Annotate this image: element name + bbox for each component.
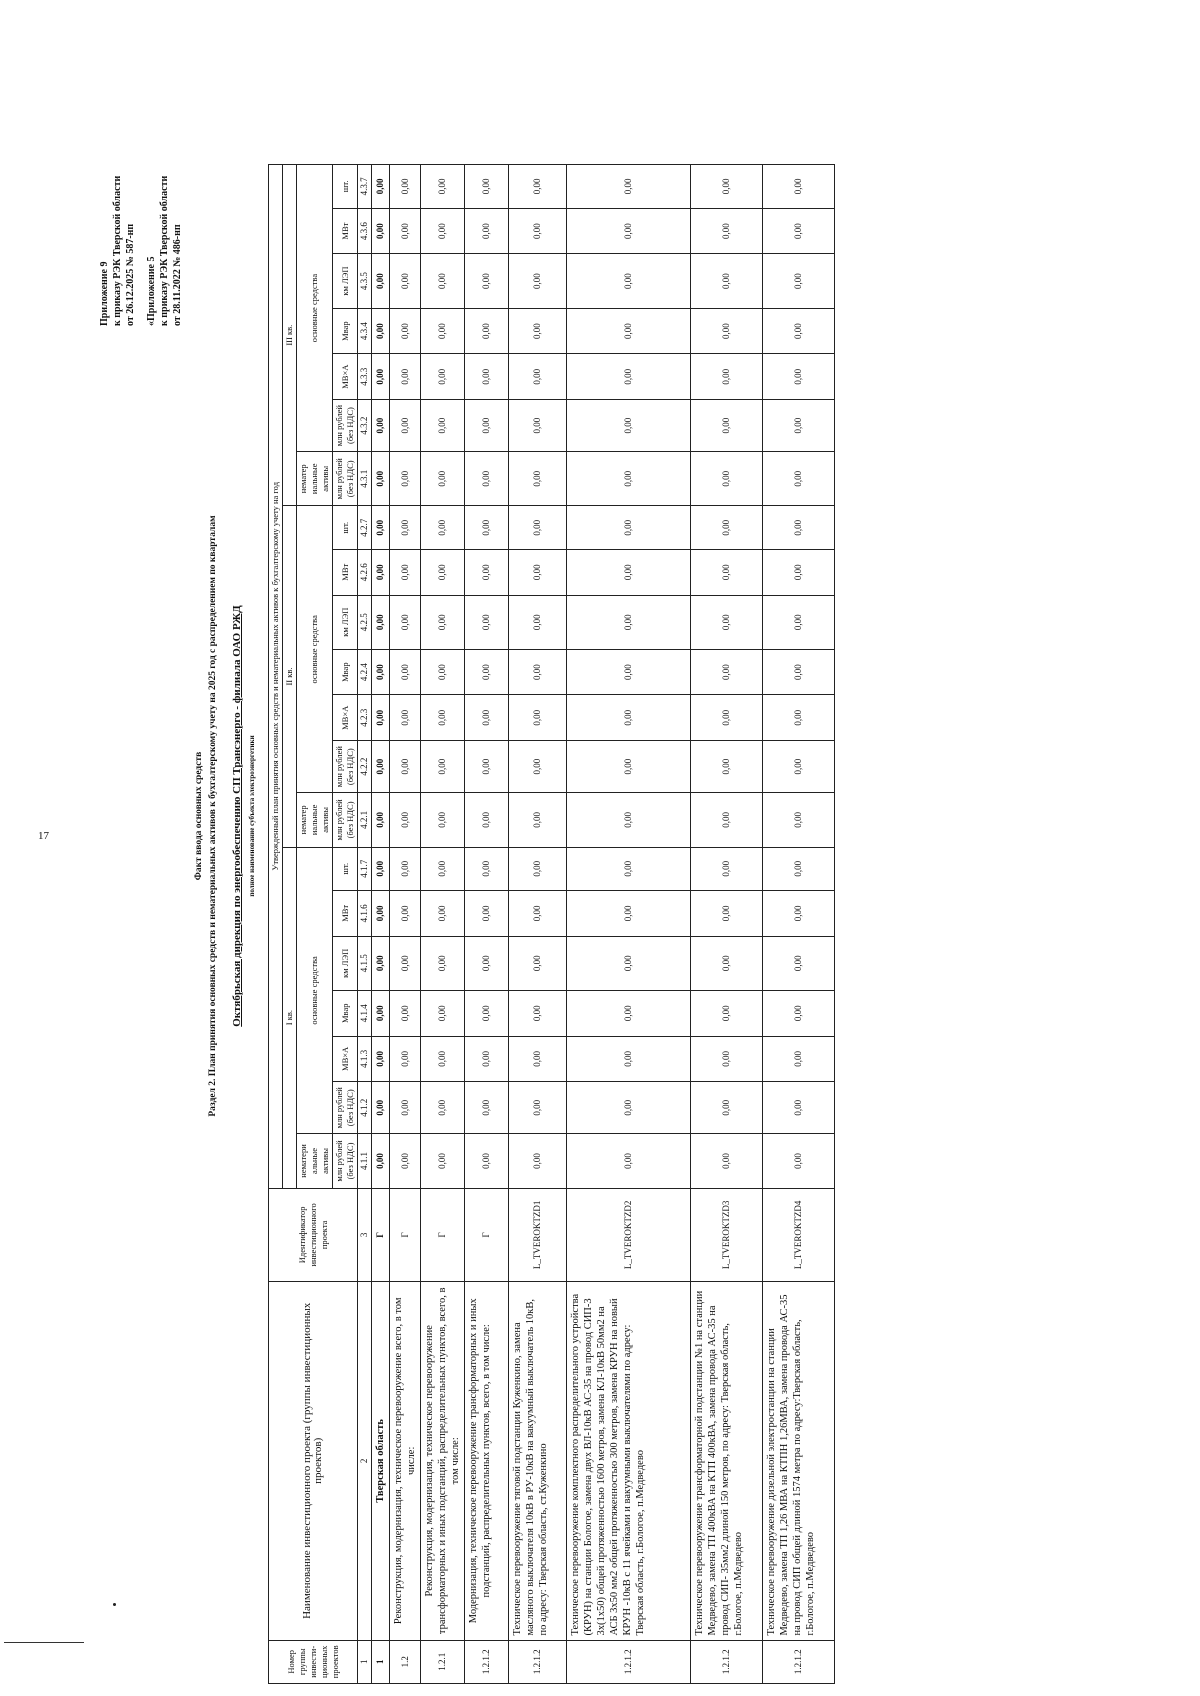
title-fact: Факт ввода основных средств	[194, 751, 204, 881]
header-quarter-2: II кв.	[283, 506, 297, 847]
row-value: 0,00	[465, 595, 509, 649]
row-value: 0,00	[509, 165, 567, 209]
row-value: 0,00	[390, 695, 421, 741]
row-group-number: 1.2.1.2	[691, 1640, 763, 1683]
row-value: 0,00	[372, 595, 390, 649]
row-value: 0,00	[691, 1134, 763, 1188]
row-project-name: Техническое перевооружение трансформаторной подстанции №1 на станции Медведево, замена ТП 400кВА на КТП 400кВА, замена провода АС-35 на провод СИП- 35мм2 длиной 150 метров, по адресу: Тверская область, г.Бологое, п.Медведево	[691, 1282, 763, 1640]
row-value: 0,00	[390, 1036, 421, 1082]
row-value: 0,00	[509, 506, 567, 549]
row-value: 0,00	[390, 400, 421, 452]
row-value: 0,00	[567, 741, 691, 793]
row-value: 0,00	[509, 695, 567, 741]
row-value: 0,00	[691, 741, 763, 793]
row-value: 0,00	[567, 506, 691, 549]
unit-header: шт.	[333, 506, 358, 549]
appendix-line: от 28.11.2022 № 486-нп	[172, 224, 183, 326]
row-value: 0,00	[465, 741, 509, 793]
row-value: 0,00	[465, 1036, 509, 1082]
row-value: 0,00	[465, 793, 509, 847]
row-value: 0,00	[465, 936, 509, 990]
row-value: 0,00	[390, 990, 421, 1036]
row-value: 0,00	[421, 506, 465, 549]
row-value: 0,00	[372, 400, 390, 452]
row-value: 0,00	[509, 254, 567, 308]
row-value: 0,00	[390, 793, 421, 847]
row-value: 0,00	[567, 649, 691, 695]
row-project-name: Модернизация, техническое перевооружение трансформаторных и иных подстанций, распределительных пунктов, всего, в том числе:	[465, 1282, 509, 1640]
unit-header: Мвар	[333, 649, 358, 695]
row-value: 0,00	[567, 254, 691, 308]
row-value: 0,00	[763, 649, 835, 695]
unit-header: млн рублей (без НДС)	[333, 741, 358, 793]
table-row	[763, 165, 835, 1684]
unit-header: МВ×А	[333, 695, 358, 741]
unit-header: шт.	[333, 165, 358, 209]
row-project-name: Техническое перевооружение дизельной электростанции на станции Медведево, замена ТП 1,26 МВА на КТПН 1,26МВА, замена провода АС-35 на провод СИП общей длиной 1574 метра по адресу:Тверская область, г.Бологое, п.Медведево	[763, 1282, 835, 1640]
row-value: 0,00	[390, 254, 421, 308]
unit-header: МВ×А	[333, 1036, 358, 1082]
row-group-number: 1.2.1.2	[763, 1640, 835, 1683]
row-value: 0,00	[465, 695, 509, 741]
row-project-name: Техническое перевооружение комплектного распределительного устройства (КРУН) на станции Бологое, замена двух ВЛ-10кВ АС-35 на провод СИП-3 3х(1х50) общей протяженностью 1600 метров, замена КЛ-10кВ 50мм2 на АСБ 3х50 мм2 общей протяженностью 300 метров, замена КРУН на новый КРУН -10кВ с 11 ячейками и вакуумными выключателями по адресу: Тверская область, г.Бологое, п.Медведево	[567, 1282, 691, 1640]
row-value: 0,00	[763, 208, 835, 254]
header-approved-plan: Утвержденный план принятия основных средств и нематериальных активов к бухгалтерскому учету на год	[269, 165, 283, 1189]
table-row	[372, 165, 390, 1684]
column-number: 2	[358, 1282, 372, 1640]
row-value: 0,00	[509, 354, 567, 400]
row-value: 0,00	[372, 793, 390, 847]
row-value: 0,00	[465, 308, 509, 354]
row-value: 0,00	[763, 595, 835, 649]
row-value: 0,00	[567, 1036, 691, 1082]
row-value: 0,00	[567, 990, 691, 1036]
row-group-number: 1.2.1.2	[509, 1640, 567, 1683]
row-value: 0,00	[465, 400, 509, 452]
row-value: 0,00	[372, 649, 390, 695]
row-value: 0,00	[372, 452, 390, 506]
row-value: 0,00	[465, 506, 509, 549]
row-value: 0,00	[763, 1036, 835, 1082]
row-value: 0,00	[390, 165, 421, 209]
row-value: 0,00	[421, 695, 465, 741]
title-section: Раздел 2. План принятия основных средств и нематериальных активов к бухгалтерскому учету на 2025 год с распределением по кварталам	[208, 515, 218, 1117]
table-row	[465, 165, 509, 1684]
row-value: 0,00	[509, 549, 567, 595]
row-value: 0,00	[509, 1134, 567, 1188]
row-project-name: Реконструкция, модернизация, техническое перевооружение трансформаторных и иных подстанций, распределительных пунктов, всего, в том числе:	[421, 1282, 465, 1640]
column-number: 4.2.2	[358, 741, 372, 793]
row-value: 0,00	[691, 506, 763, 549]
row-value: 0,00	[390, 308, 421, 354]
row-project-id: Г	[390, 1188, 421, 1281]
row-project-id: Г	[465, 1188, 509, 1281]
row-value: 0,00	[567, 1134, 691, 1188]
row-value: 0,00	[691, 165, 763, 209]
row-value: 0,00	[567, 400, 691, 452]
row-value: 0,00	[372, 354, 390, 400]
row-value: 0,00	[691, 793, 763, 847]
row-value: 0,00	[763, 354, 835, 400]
header-quarter-3: III кв.	[283, 165, 297, 506]
row-value: 0,00	[372, 990, 390, 1036]
row-value: 0,00	[390, 847, 421, 890]
column-number: 4.3.6	[358, 208, 372, 254]
row-value: 0,00	[465, 165, 509, 209]
header-intangible: нематер иальные активы	[297, 793, 333, 847]
row-value: 0,00	[509, 1082, 567, 1134]
row-value: 0,00	[509, 649, 567, 695]
column-number: 4.1.3	[358, 1036, 372, 1082]
row-value: 0,00	[421, 354, 465, 400]
unit-header: км ЛЭП	[333, 595, 358, 649]
row-value: 0,00	[390, 506, 421, 549]
row-value: 0,00	[763, 1082, 835, 1134]
unit-header: МВ×А	[333, 354, 358, 400]
row-value: 0,00	[691, 1082, 763, 1134]
row-value: 0,00	[691, 891, 763, 937]
row-value: 0,00	[421, 1134, 465, 1188]
row-value: 0,00	[390, 595, 421, 649]
row-value: 0,00	[509, 891, 567, 937]
row-value: 0,00	[421, 793, 465, 847]
row-group-number: 1.2.1.2	[465, 1640, 509, 1683]
row-value: 0,00	[421, 649, 465, 695]
header-fixed-assets: основные средства	[297, 847, 333, 1134]
row-project-id: Г	[421, 1188, 465, 1281]
row-group-number: 1.2	[390, 1640, 421, 1683]
table-row	[691, 165, 763, 1684]
row-value: 0,00	[567, 165, 691, 209]
column-number: 4.1.6	[358, 891, 372, 937]
header-fixed-assets: основные средства	[297, 506, 333, 793]
row-value: 0,00	[567, 208, 691, 254]
row-value: 0,00	[691, 847, 763, 890]
row-value: 0,00	[390, 1082, 421, 1134]
table-row	[390, 165, 421, 1684]
row-value: 0,00	[465, 649, 509, 695]
row-value: 0,00	[421, 208, 465, 254]
row-value: 0,00	[567, 695, 691, 741]
row-project-id: L_TVEROKTZD3	[691, 1188, 763, 1281]
row-value: 0,00	[372, 936, 390, 990]
row-value: 0,00	[372, 254, 390, 308]
row-group-number: 1	[372, 1640, 390, 1683]
row-value: 0,00	[763, 741, 835, 793]
row-value: 0,00	[465, 354, 509, 400]
row-value: 0,00	[691, 990, 763, 1036]
row-value: 0,00	[763, 400, 835, 452]
row-value: 0,00	[567, 936, 691, 990]
row-value: 0,00	[390, 649, 421, 695]
table-body	[372, 165, 835, 1684]
row-value: 0,00	[509, 400, 567, 452]
row-value: 0,00	[691, 936, 763, 990]
row-project-id: L_TVEROKTZD1	[509, 1188, 567, 1281]
row-project-id: L_TVEROKTZD2	[567, 1188, 691, 1281]
unit-header: млн рублей (без НДС)	[333, 452, 358, 506]
row-value: 0,00	[691, 1036, 763, 1082]
unit-header: км ЛЭП	[333, 936, 358, 990]
column-number: 4.1.5	[358, 936, 372, 990]
row-value: 0,00	[567, 549, 691, 595]
row-project-id: Г	[372, 1188, 390, 1281]
row-value: 0,00	[763, 549, 835, 595]
row-value: 0,00	[421, 936, 465, 990]
row-value: 0,00	[763, 308, 835, 354]
appendix-line: к приказу РЭК Тверской области	[112, 175, 123, 326]
row-value: 0,00	[567, 847, 691, 890]
row-value: 0,00	[421, 165, 465, 209]
row-value: 0,00	[372, 695, 390, 741]
unit-header: км ЛЭП	[333, 254, 358, 308]
row-value: 0,00	[691, 452, 763, 506]
row-value: 0,00	[372, 549, 390, 595]
row-value: 0,00	[465, 254, 509, 308]
column-number: 4.2.6	[358, 549, 372, 595]
row-value: 0,00	[509, 208, 567, 254]
row-value: 0,00	[465, 990, 509, 1036]
row-value: 0,00	[509, 793, 567, 847]
row-project-name: Реконструкция, модернизация, техническое перевооружение всего, в том числе:	[390, 1282, 421, 1640]
row-value: 0,00	[509, 741, 567, 793]
unit-header: млн рублей (без НДС)	[333, 793, 358, 847]
row-value: 0,00	[465, 1082, 509, 1134]
unit-header: Мвар	[333, 990, 358, 1036]
row-value: 0,00	[465, 208, 509, 254]
column-number: 4.3.1	[358, 452, 372, 506]
unit-header: млн рублей (без НДС)	[333, 400, 358, 452]
column-number: 3	[358, 1188, 372, 1281]
row-value: 0,00	[372, 1082, 390, 1134]
column-number: 4.2.1	[358, 793, 372, 847]
row-value: 0,00	[763, 936, 835, 990]
row-value: 0,00	[763, 452, 835, 506]
unit-header: млн рублей (без НДС)	[333, 1134, 358, 1188]
unit-header: Мвар	[333, 308, 358, 354]
row-value: 0,00	[691, 308, 763, 354]
row-value: 0,00	[421, 308, 465, 354]
row-value: 0,00	[691, 649, 763, 695]
row-value: 0,00	[763, 990, 835, 1036]
row-value: 0,00	[509, 990, 567, 1036]
column-number: 4.3.7	[358, 165, 372, 209]
appendix-line: к приказу РЭК Тверской области	[159, 175, 170, 326]
column-numbers-row	[358, 165, 372, 1684]
header-project-id: Идентификатор инвестиционного проекта	[269, 1188, 358, 1281]
row-value: 0,00	[390, 452, 421, 506]
row-value: 0,00	[372, 208, 390, 254]
row-value: 0,00	[465, 452, 509, 506]
title-organization: Октябрьская дирекция по энергообеспечению СП Трансэнерго - филиала ОАО РЖД	[231, 605, 243, 1027]
row-value: 0,00	[763, 1134, 835, 1188]
unit-header: млн рублей (без НДС)	[333, 1082, 358, 1134]
row-value: 0,00	[372, 165, 390, 209]
row-value: 0,00	[390, 741, 421, 793]
row-value: 0,00	[421, 741, 465, 793]
row-value: 0,00	[763, 891, 835, 937]
row-project-id: L_TVEROKTZD4	[763, 1188, 835, 1281]
row-group-number: 1.2.1	[421, 1640, 465, 1683]
row-value: 0,00	[567, 354, 691, 400]
row-value: 0,00	[509, 936, 567, 990]
unit-header: МВт	[333, 549, 358, 595]
row-value: 0,00	[567, 452, 691, 506]
row-value: 0,00	[509, 1036, 567, 1082]
row-value: 0,00	[465, 847, 509, 890]
row-value: 0,00	[509, 595, 567, 649]
row-value: 0,00	[421, 595, 465, 649]
row-value: 0,00	[691, 549, 763, 595]
row-value: 0,00	[372, 1036, 390, 1082]
row-value: 0,00	[691, 695, 763, 741]
column-number: 4.1.7	[358, 847, 372, 890]
row-value: 0,00	[421, 1036, 465, 1082]
row-value: 0,00	[567, 1082, 691, 1134]
document-titles	[192, 106, 259, 1526]
column-number: 4.3.2	[358, 400, 372, 452]
row-value: 0,00	[421, 452, 465, 506]
row-value: 0,00	[509, 847, 567, 890]
row-value: 0,00	[567, 793, 691, 847]
column-number: 4.2.7	[358, 506, 372, 549]
row-value: 0,00	[421, 990, 465, 1036]
row-value: 0,00	[390, 208, 421, 254]
row-value: 0,00	[763, 506, 835, 549]
row-value: 0,00	[390, 891, 421, 937]
appendix-line: «Приложение 5	[146, 256, 157, 326]
row-value: 0,00	[691, 400, 763, 452]
column-number: 4.1.4	[358, 990, 372, 1036]
header-project-name: Наименование инвестиционного проекта (группы инвестиционных проектов)	[269, 1282, 358, 1640]
appendix-header	[98, 26, 184, 326]
appendix-line: Приложение 9	[99, 261, 110, 326]
row-value: 0,00	[465, 1134, 509, 1188]
column-number: 1	[358, 1640, 372, 1683]
header-intangible: нематери альные активы	[297, 1134, 333, 1188]
table-row	[509, 165, 567, 1684]
row-value: 0,00	[390, 1134, 421, 1188]
row-value: 0,00	[763, 254, 835, 308]
appendix-line: от 26.12.2025 № 587-нп	[125, 223, 136, 326]
row-value: 0,00	[763, 847, 835, 890]
row-value: 0,00	[691, 595, 763, 649]
row-value: 0,00	[421, 1082, 465, 1134]
row-value: 0,00	[372, 847, 390, 890]
header-quarter-1: I кв.	[283, 847, 297, 1188]
row-value: 0,00	[421, 254, 465, 308]
header-group-number: Номер группы инвести-ционных проектов	[269, 1640, 358, 1683]
column-number: 4.2.4	[358, 649, 372, 695]
column-number: 4.1.2	[358, 1082, 372, 1134]
row-value: 0,00	[372, 741, 390, 793]
row-value: 0,00	[763, 165, 835, 209]
column-number: 4.3.4	[358, 308, 372, 354]
row-value: 0,00	[465, 549, 509, 595]
row-value: 0,00	[567, 891, 691, 937]
row-value: 0,00	[763, 793, 835, 847]
plan-table	[268, 164, 835, 1684]
row-value: 0,00	[567, 595, 691, 649]
title-caption: полное наименование субъекта электроэнергетики	[248, 735, 256, 897]
unit-header: МВт	[333, 891, 358, 937]
row-value: 0,00	[372, 506, 390, 549]
unit-header: шт.	[333, 847, 358, 890]
row-value: 0,00	[691, 354, 763, 400]
row-value: 0,00	[763, 695, 835, 741]
row-value: 0,00	[390, 936, 421, 990]
header-intangible: нематер иальные активы	[297, 452, 333, 506]
row-group-number: 1.2.1.2	[567, 1640, 691, 1683]
column-number: 4.2.5	[358, 595, 372, 649]
table-row	[421, 165, 465, 1684]
row-value: 0,00	[691, 254, 763, 308]
unit-header: МВт	[333, 208, 358, 254]
row-value: 0,00	[509, 308, 567, 354]
column-number: 4.3.5	[358, 254, 372, 308]
row-value: 0,00	[390, 549, 421, 595]
page-number: 17	[38, 830, 49, 842]
column-number: 4.2.3	[358, 695, 372, 741]
row-value: 0,00	[465, 891, 509, 937]
row-value: 0,00	[421, 891, 465, 937]
row-value: 0,00	[567, 308, 691, 354]
table-row	[567, 165, 691, 1684]
row-value: 0,00	[372, 308, 390, 354]
row-value: 0,00	[691, 208, 763, 254]
row-value: 0,00	[421, 847, 465, 890]
row-project-name: Тверская область	[372, 1282, 390, 1640]
row-project-name: Техническое перевооружение тяговой подстанции Куженкино, замена масляного выключателя 10кВ в РУ-10кВ на вакуумный выключатель 10кВ, по адресу: Тверская область, ст.Куженкино	[509, 1282, 567, 1640]
row-value: 0,00	[390, 354, 421, 400]
column-number: 4.1.1	[358, 1134, 372, 1188]
row-value: 0,00	[421, 400, 465, 452]
column-number: 4.3.3	[358, 354, 372, 400]
row-value: 0,00	[509, 452, 567, 506]
header-fixed-assets: основные средства	[297, 165, 333, 452]
row-value: 0,00	[421, 549, 465, 595]
row-value: 0,00	[372, 891, 390, 937]
row-value: 0,00	[372, 1134, 390, 1188]
